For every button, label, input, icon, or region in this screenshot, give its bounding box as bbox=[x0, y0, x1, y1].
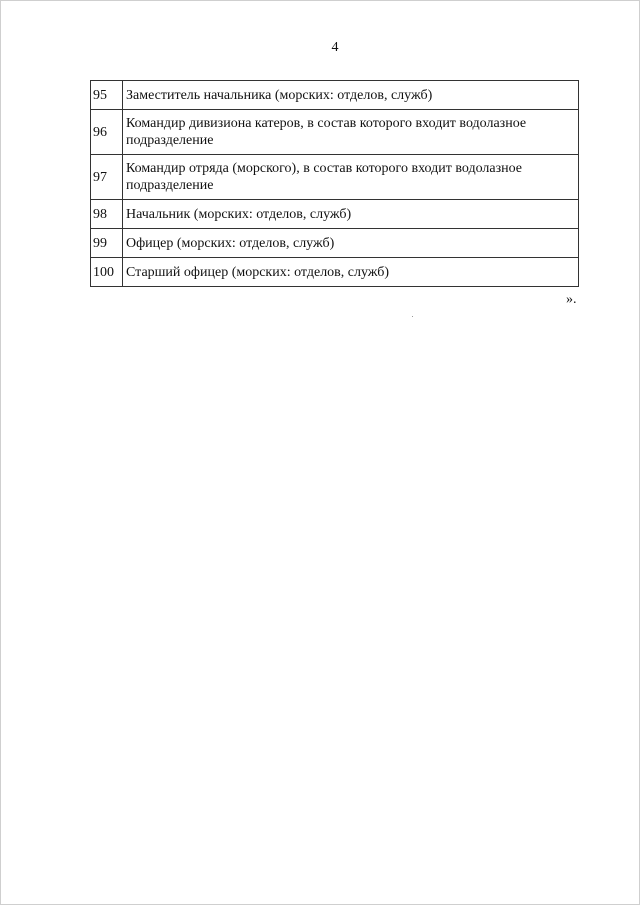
row-position-title: Старший офицер (морских: отделов, служб) bbox=[123, 258, 579, 287]
row-position-title: Офицер (морских: отделов, служб) bbox=[123, 229, 579, 258]
table-row bbox=[91, 200, 579, 229]
row-position-title: Командир дивизиона катеров, в состав которого входит водолазное подразделение bbox=[123, 110, 579, 155]
row-number: 95 bbox=[91, 81, 123, 110]
row-position-title: Заместитель начальника (морских: отделов, служб) bbox=[123, 81, 579, 110]
row-number: 100 bbox=[91, 258, 123, 287]
row-number: 98 bbox=[91, 200, 123, 229]
row-number: 99 bbox=[91, 229, 123, 258]
positions-table bbox=[90, 80, 579, 287]
table-row bbox=[91, 155, 579, 200]
table-row bbox=[91, 81, 579, 110]
table-row bbox=[91, 229, 579, 258]
row-number: 96 bbox=[91, 110, 123, 155]
row-position-title: Командир отряда (морского), в состав которого входит водолазное подразделение bbox=[123, 155, 579, 200]
page-number: 4 bbox=[331, 40, 339, 55]
closing-quote-mark: ». bbox=[566, 292, 577, 307]
row-number: 97 bbox=[91, 155, 123, 200]
row-position-title: Начальник (морских: отделов, служб) bbox=[123, 200, 579, 229]
table-row bbox=[91, 110, 579, 155]
table-row bbox=[91, 258, 579, 287]
scan-artifact bbox=[412, 316, 413, 317]
